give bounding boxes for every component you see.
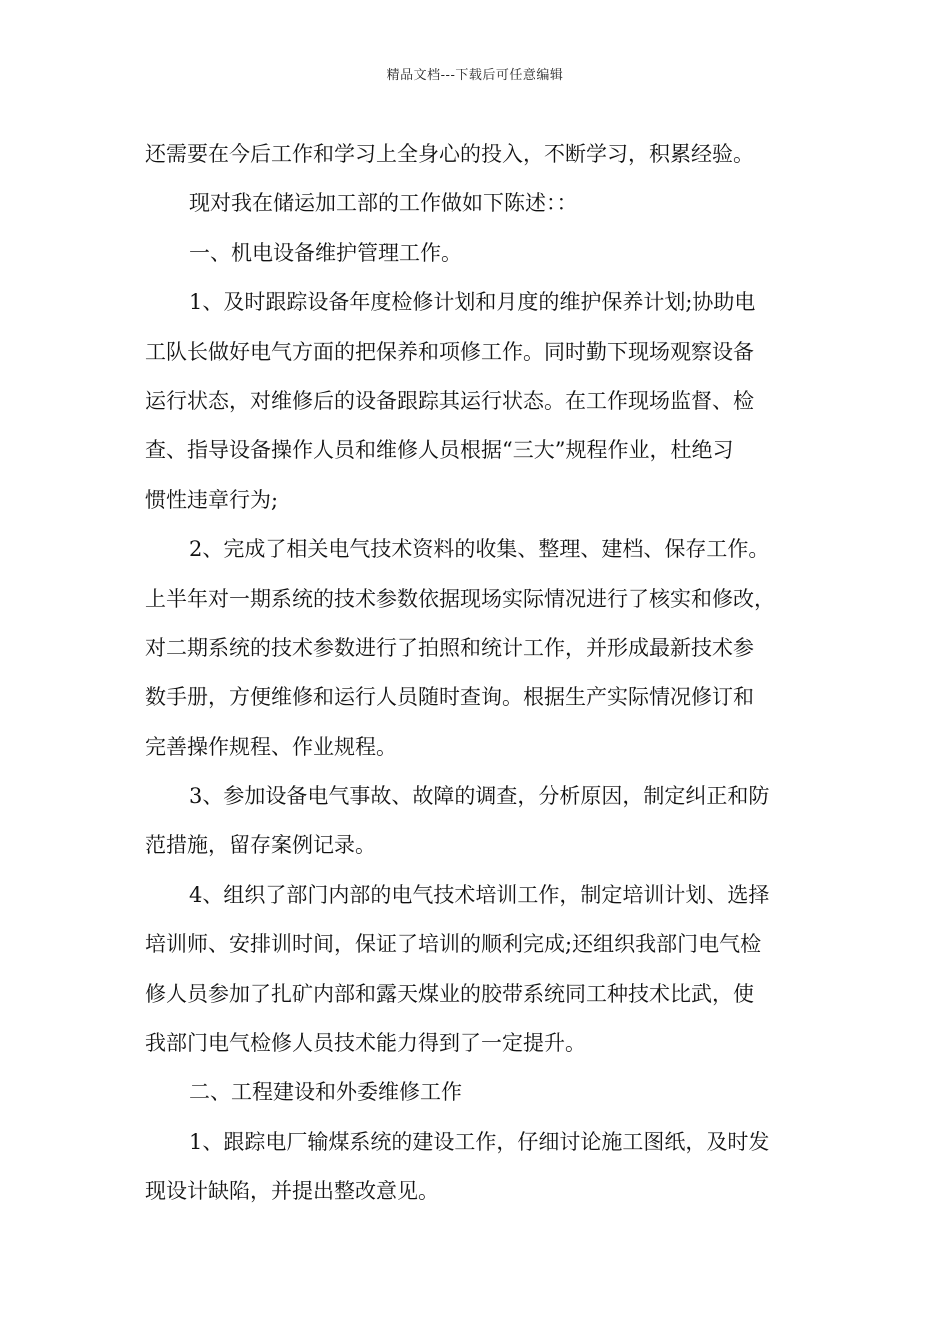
text-line: 查、指导设备操作人员和维修人员根据“三大”规程作业，杜绝习 <box>145 438 734 463</box>
text-line: 2、完成了相关电气技术资料的收集、整理、建档、保存工作。 <box>189 537 770 562</box>
text-line: 1、跟踪电厂输煤系统的建设工作，仔细讨论施工图纸，及时发 <box>189 1129 770 1154</box>
text-line: 修人员参加了扎矿内部和露天煤业的胶带系统同工种技术比武，使 <box>145 981 754 1006</box>
page-header: 精品文档---下载后可任意编辑 <box>386 68 564 83</box>
section-heading: 一、机电设备维护管理工作。 <box>189 240 462 265</box>
text-line: 完善操作规程、作业规程。 <box>145 734 397 759</box>
text-line: 4、组织了部门内部的电气技术培训工作，制定培训计划、选择 <box>189 882 770 907</box>
text-line: 数手册，方便维修和运行人员随时查询。根据生产实际情况修订和 <box>145 685 754 710</box>
text-line: 1、及时跟踪设备年度检修计划和月度的维护保养计划;协助电 <box>189 290 756 315</box>
text-line: 3、参加设备电气事故、故障的调查，分析原因，制定纠正和防 <box>189 784 770 809</box>
document-body <box>145 130 810 1217</box>
text-line: 范措施，留存案例记录。 <box>145 833 376 858</box>
text-line: 现设计缺陷，并提出整改意见。 <box>145 1179 439 1204</box>
text-line: 现对我在储运加工部的工作做如下陈述：： <box>189 191 578 216</box>
text-line: 惯性违章行为; <box>145 487 279 512</box>
text-line: 上半年对一期系统的技术参数依据现场实际情况进行了核实和修改， <box>145 586 775 611</box>
text-line: 工队长做好电气方面的把保养和项修工作。同时勤下现场观察设备 <box>145 339 754 364</box>
text-line: 对二期系统的技术参数进行了拍照和统计工作，并形成最新技术参 <box>145 635 754 660</box>
text-line: 培训师、安排训时间，保证了培训的顺利完成;还组织我部门电气检 <box>145 932 762 957</box>
text-line: 还需要在今后工作和学习上全身心的投入，不断学习，积累经验。 <box>145 142 754 166</box>
section-heading: 二、工程建设和外委维修工作 <box>189 1080 462 1105</box>
text-line: 我部门电气检修人员技术能力得到了一定提升。 <box>145 1031 586 1056</box>
text-line: 运行状态，对维修后的设备跟踪其运行状态。在工作现场监督、检 <box>145 388 754 413</box>
